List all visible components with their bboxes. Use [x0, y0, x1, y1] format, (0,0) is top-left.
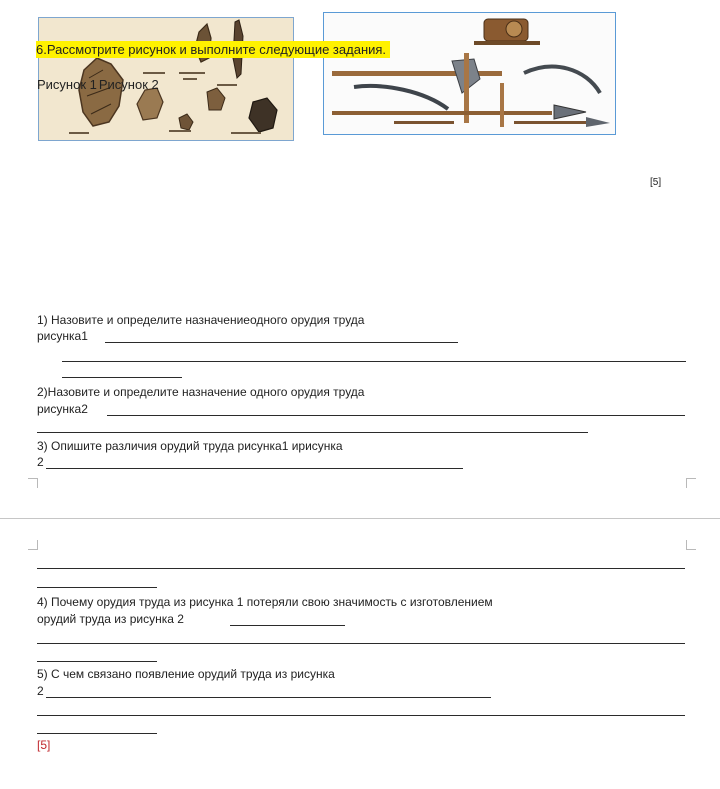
answer-line	[37, 733, 157, 734]
question-1-line-1: 1) Назовите и определите назначениеодного орудия труда	[37, 313, 365, 327]
page-corner-mark	[28, 540, 38, 550]
answer-line	[62, 361, 686, 362]
answer-line	[37, 715, 685, 716]
answer-line	[62, 377, 182, 378]
answer-line	[37, 432, 588, 433]
page-break	[0, 518, 720, 519]
answer-line	[37, 643, 685, 644]
caption-figure-2: Рисунок 2	[98, 77, 159, 92]
page-corner-mark	[686, 540, 696, 550]
score-top: [5]	[650, 177, 662, 188]
score-bottom: [5]	[37, 738, 51, 752]
answer-line	[37, 568, 685, 569]
figure-metal-tools	[323, 12, 616, 135]
answer-line	[37, 661, 157, 662]
answer-line	[105, 342, 458, 343]
question-5-line-1: 5) С чем связано появление орудий труда из рисунка	[37, 667, 335, 681]
caption-figure-1: Рисунок 1	[37, 77, 97, 92]
answer-line	[230, 625, 345, 626]
question-1-line-2: рисунка1	[37, 329, 88, 343]
page-corner-mark	[28, 478, 38, 488]
question-3-line-2: 2	[37, 455, 44, 469]
question-2-line-1: 2)Назовите и определите назначение одного орудия труда	[37, 385, 365, 399]
answer-line	[107, 415, 685, 416]
answer-line	[46, 468, 463, 469]
question-3-line-1: 3) Опишите различия орудий труда рисунка1 ирисунка	[37, 439, 343, 453]
answer-line	[46, 697, 491, 698]
page-corner-mark	[686, 478, 696, 488]
question-5-line-2: 2	[37, 684, 44, 698]
metal-tools-illustration	[324, 13, 616, 135]
figure-captions	[37, 77, 161, 92]
question-4-line-2: орудий труда из рисунка 2	[37, 612, 184, 626]
task-title: 6.Рассмотрите рисунок и выполните следующие задания.	[36, 41, 390, 58]
question-2-line-2: рисунка2	[37, 402, 88, 416]
question-4-line-1: 4) Почему орудия труда из рисунка 1 потеряли свою значимость с изготовлением	[37, 595, 493, 609]
answer-line	[37, 587, 157, 588]
